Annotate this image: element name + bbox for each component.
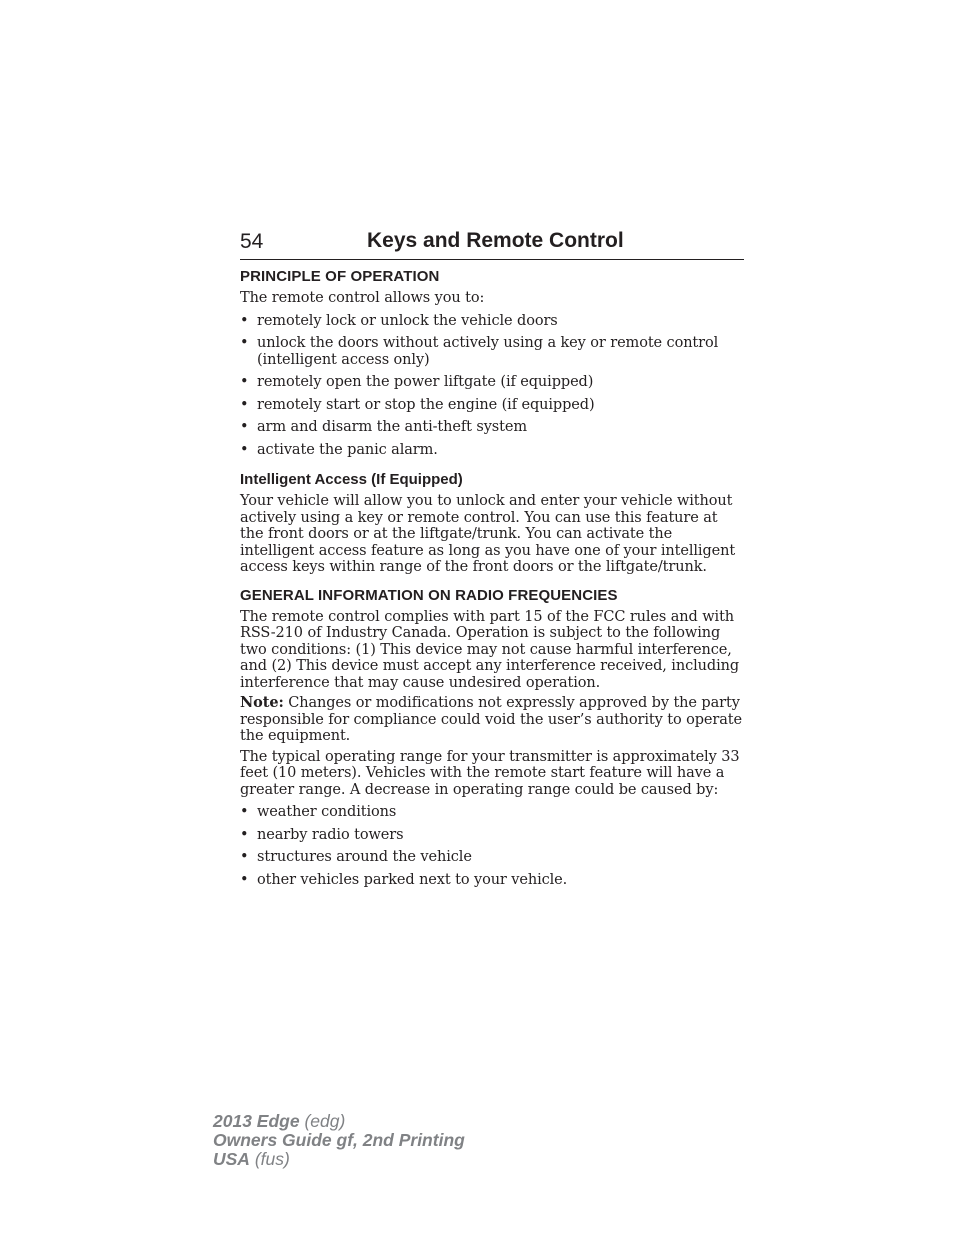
document-footer [213,1112,465,1169]
list-item: • remotely open the power liftgate (if equipped) [240,374,744,391]
list-item: • remotely lock or unlock the vehicle doors [240,313,744,330]
section-heading-radio-frequencies: GENERAL INFORMATION ON RADIO FREQUENCIES [240,586,618,604]
page-number: 54 [240,230,264,253]
range-factors-list [240,804,744,888]
footer-line-guide: Owners Guide gf, 2nd Printing [213,1130,465,1150]
page-content [240,267,744,888]
range-paragraph: The typical operating range for your transmitter is approximately 33 feet (10 meters). Vehicles with the remote start feature will have a greater range. A decrease in operating range could be caused by: [240,748,740,798]
footer-line-region: USA (fus) [213,1149,290,1169]
section-heading-principle: PRINCIPLE OF OPERATION [240,268,440,285]
footer-line-model: 2013 Edge (edg) [213,1111,346,1131]
list-item: • remotely start or stop the engine (if equipped) [240,397,744,414]
list-item: • arm and disarm the anti-theft system [240,419,744,436]
fcc-paragraph: The remote control complies with part 15 of the FCC rules and with RSS-210 of Industry Canada. Operation is subject to the following two conditions: (1) This device may not cause harmful interference, and (2) This device must accept any interference received, including interference that may cause undesired operation. [240,608,740,691]
note-text: Changes or modifications not expressly approved by the party responsible for compliance could void the user’s authority to operate the equipment. [240,695,742,744]
capabilities-list [240,313,744,459]
intro-paragraph: The remote control allows you to: [240,290,485,306]
subsection-heading-intelligent-access: Intelligent Access (If Equipped) [240,471,463,488]
intelligent-access-paragraph: Your vehicle will allow you to unlock and enter your vehicle without actively using a key or remote control. You can use this feature at the front doors or at the liftgate/trunk. You can activate the intelligent access feature as long as you have one of your intelligent access keys within range of the front doors or the liftgate/trunk. [240,493,736,575]
list-item: • nearby radio towers [240,827,744,844]
note-paragraph [240,695,744,745]
list-item: • structures around the vehicle [240,849,744,866]
list-item: • activate the panic alarm. [240,442,744,459]
list-item: • weather conditions [240,804,744,821]
page-title: Keys and Remote Control [367,229,624,252]
note-label: Note: [240,694,284,711]
list-item: • other vehicles parked next to your vehicle. [240,872,744,889]
list-item: • unlock the doors without actively using a key or remote control (intelligent access only) [240,335,744,368]
page-header [240,228,744,260]
